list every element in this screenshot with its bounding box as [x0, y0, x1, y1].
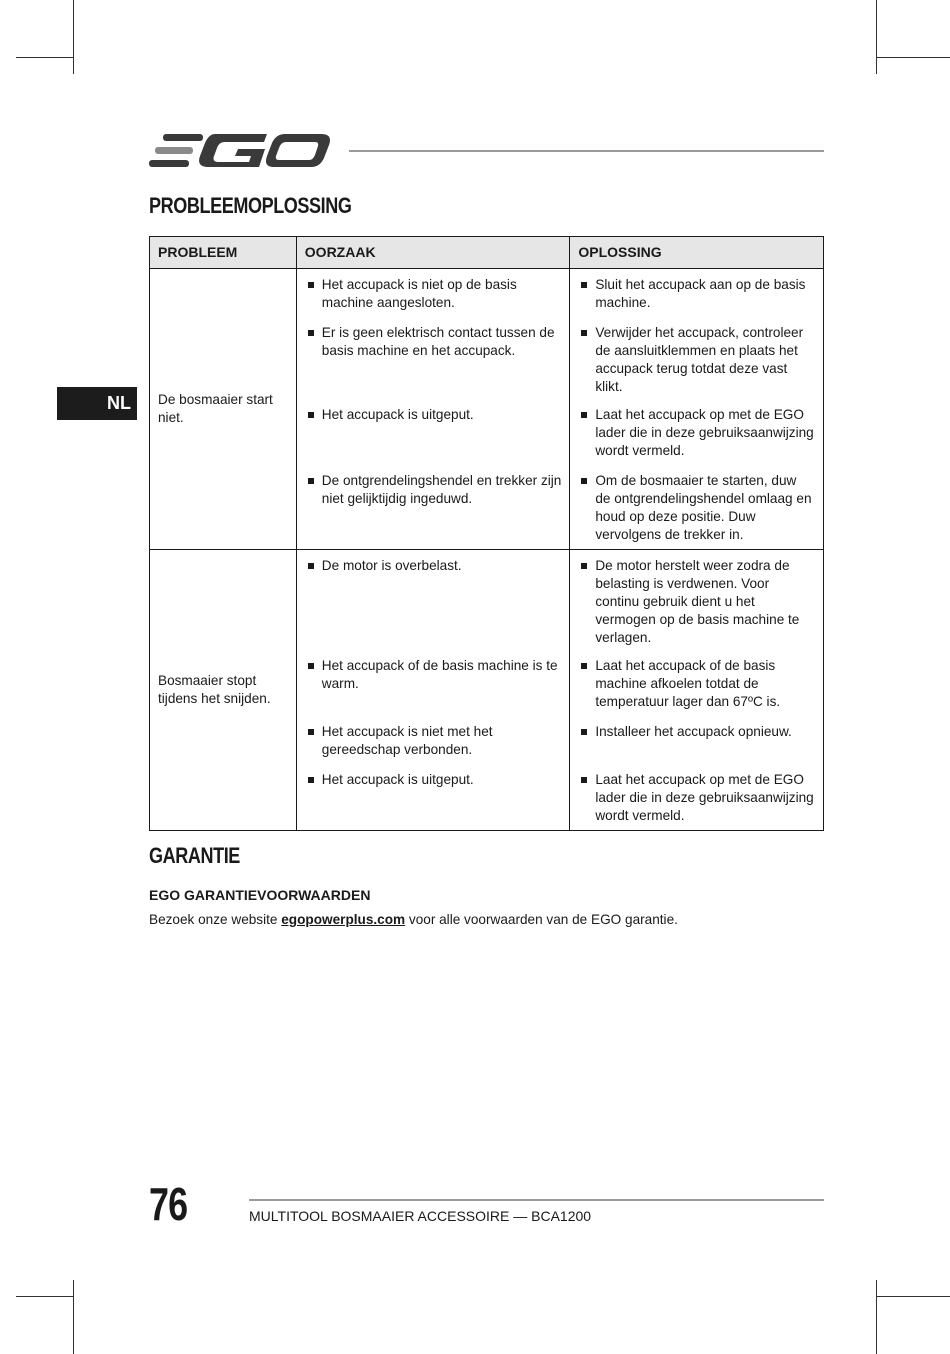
solution-cell	[570, 399, 824, 465]
column-header: OPLOSSING	[570, 237, 824, 269]
warranty-text-before: Bezoek onze website	[149, 912, 282, 927]
problem-cell: Bosmaaier stopt tijdens het snijden.	[150, 550, 297, 831]
column-header: PROBLEEM	[150, 237, 297, 269]
cause-cell	[296, 650, 570, 716]
cause-cell	[296, 269, 570, 318]
solution-text: De motor herstelt weer zodra de belasting is verdwenen. Voor continu gebruik dient u het vermogen op de basis machine te verlagen.	[578, 557, 815, 647]
warranty-text-after: voor alle voorwaarden van de EGO garantie.	[405, 912, 678, 927]
cause-cell	[296, 716, 570, 764]
table-row	[150, 269, 824, 318]
solution-cell	[570, 650, 824, 716]
solution-text: Laat het accupack op met de EGO lader die in deze gebruiksaanwijzing wordt vermeld.	[578, 406, 815, 460]
cause-text: Het accupack of de basis machine is te warm.	[305, 657, 562, 693]
cause-text: Het accupack is niet met het gereedschap verbonden.	[305, 723, 562, 759]
solution-cell	[570, 269, 824, 318]
header-rule	[349, 150, 824, 152]
cause-text: Het accupack is uitgeput.	[305, 406, 562, 424]
solution-text: Sluit het accupack aan op de basis machine.	[578, 276, 815, 312]
solution-cell	[570, 764, 824, 831]
footer-rule	[249, 1199, 824, 1201]
ego-logo	[149, 130, 331, 172]
footer-product: MULTITOOL BOSMAAIER ACCESSOIRE — BCA1200	[249, 1208, 592, 1224]
table-header-row	[150, 237, 824, 269]
solution-cell	[570, 465, 824, 550]
solution-text: Laat het accupack op met de EGO lader die in deze gebruiksaanwijzing wordt vermeld.	[578, 771, 815, 825]
solution-text: Installeer het accupack opnieuw.	[578, 723, 815, 741]
crop-mark	[16, 1296, 74, 1297]
solution-cell	[570, 716, 824, 764]
troubleshooting-title: PROBLEEMOPLOSSING	[149, 193, 352, 218]
solution-text: Om de bosmaaier te starten, duw de ontgrendelingshendel omlaag en houd op deze positie. Duw vervolgens de trekker in.	[578, 472, 815, 544]
website-link[interactable]: egopowerplus.com	[281, 912, 406, 927]
page-number: 76	[149, 1178, 188, 1230]
crop-mark	[876, 1280, 877, 1354]
cause-cell	[296, 764, 570, 831]
crop-mark	[16, 57, 74, 58]
troubleshooting-table	[149, 236, 824, 831]
cause-cell	[296, 465, 570, 550]
cause-text: De ontgrendelingshendel en trekker zijn niet gelijktijdig ingeduwd.	[305, 472, 562, 508]
cause-cell	[296, 550, 570, 651]
cause-text: De motor is overbelast.	[305, 557, 562, 575]
cause-text: Er is geen elektrisch contact tussen de basis machine en het accupack.	[305, 324, 562, 360]
table-row	[150, 550, 824, 651]
solution-text: Verwijder het accupack, controleer de aansluitklemmen en plaats het accupack terug totdat deze vast klikt.	[578, 324, 815, 396]
cause-text: Het accupack is uitgeput.	[305, 771, 562, 789]
crop-mark	[876, 0, 877, 74]
language-tab: NL	[57, 387, 137, 420]
crop-mark	[876, 1296, 950, 1297]
problem-cell: De bosmaaier start niet.	[150, 269, 297, 550]
cause-cell	[296, 317, 570, 399]
crop-mark	[73, 1280, 74, 1354]
warranty-subtitle: EGO GARANTIEVOORWAARDEN	[149, 887, 371, 903]
cause-cell	[296, 399, 570, 465]
cause-text: Het accupack is niet op de basis machine aangesloten.	[305, 276, 562, 312]
crop-mark	[876, 57, 950, 58]
crop-mark	[73, 0, 74, 74]
solution-cell	[570, 550, 824, 651]
solution-cell	[570, 317, 824, 399]
solution-text: Laat het accupack of de basis machine afkoelen totdat de temperatuur lager dan 67ºC is.	[578, 657, 815, 711]
warranty-text	[149, 912, 678, 927]
column-header: OORZAAK	[296, 237, 570, 269]
warranty-title: GARANTIE	[149, 843, 240, 868]
